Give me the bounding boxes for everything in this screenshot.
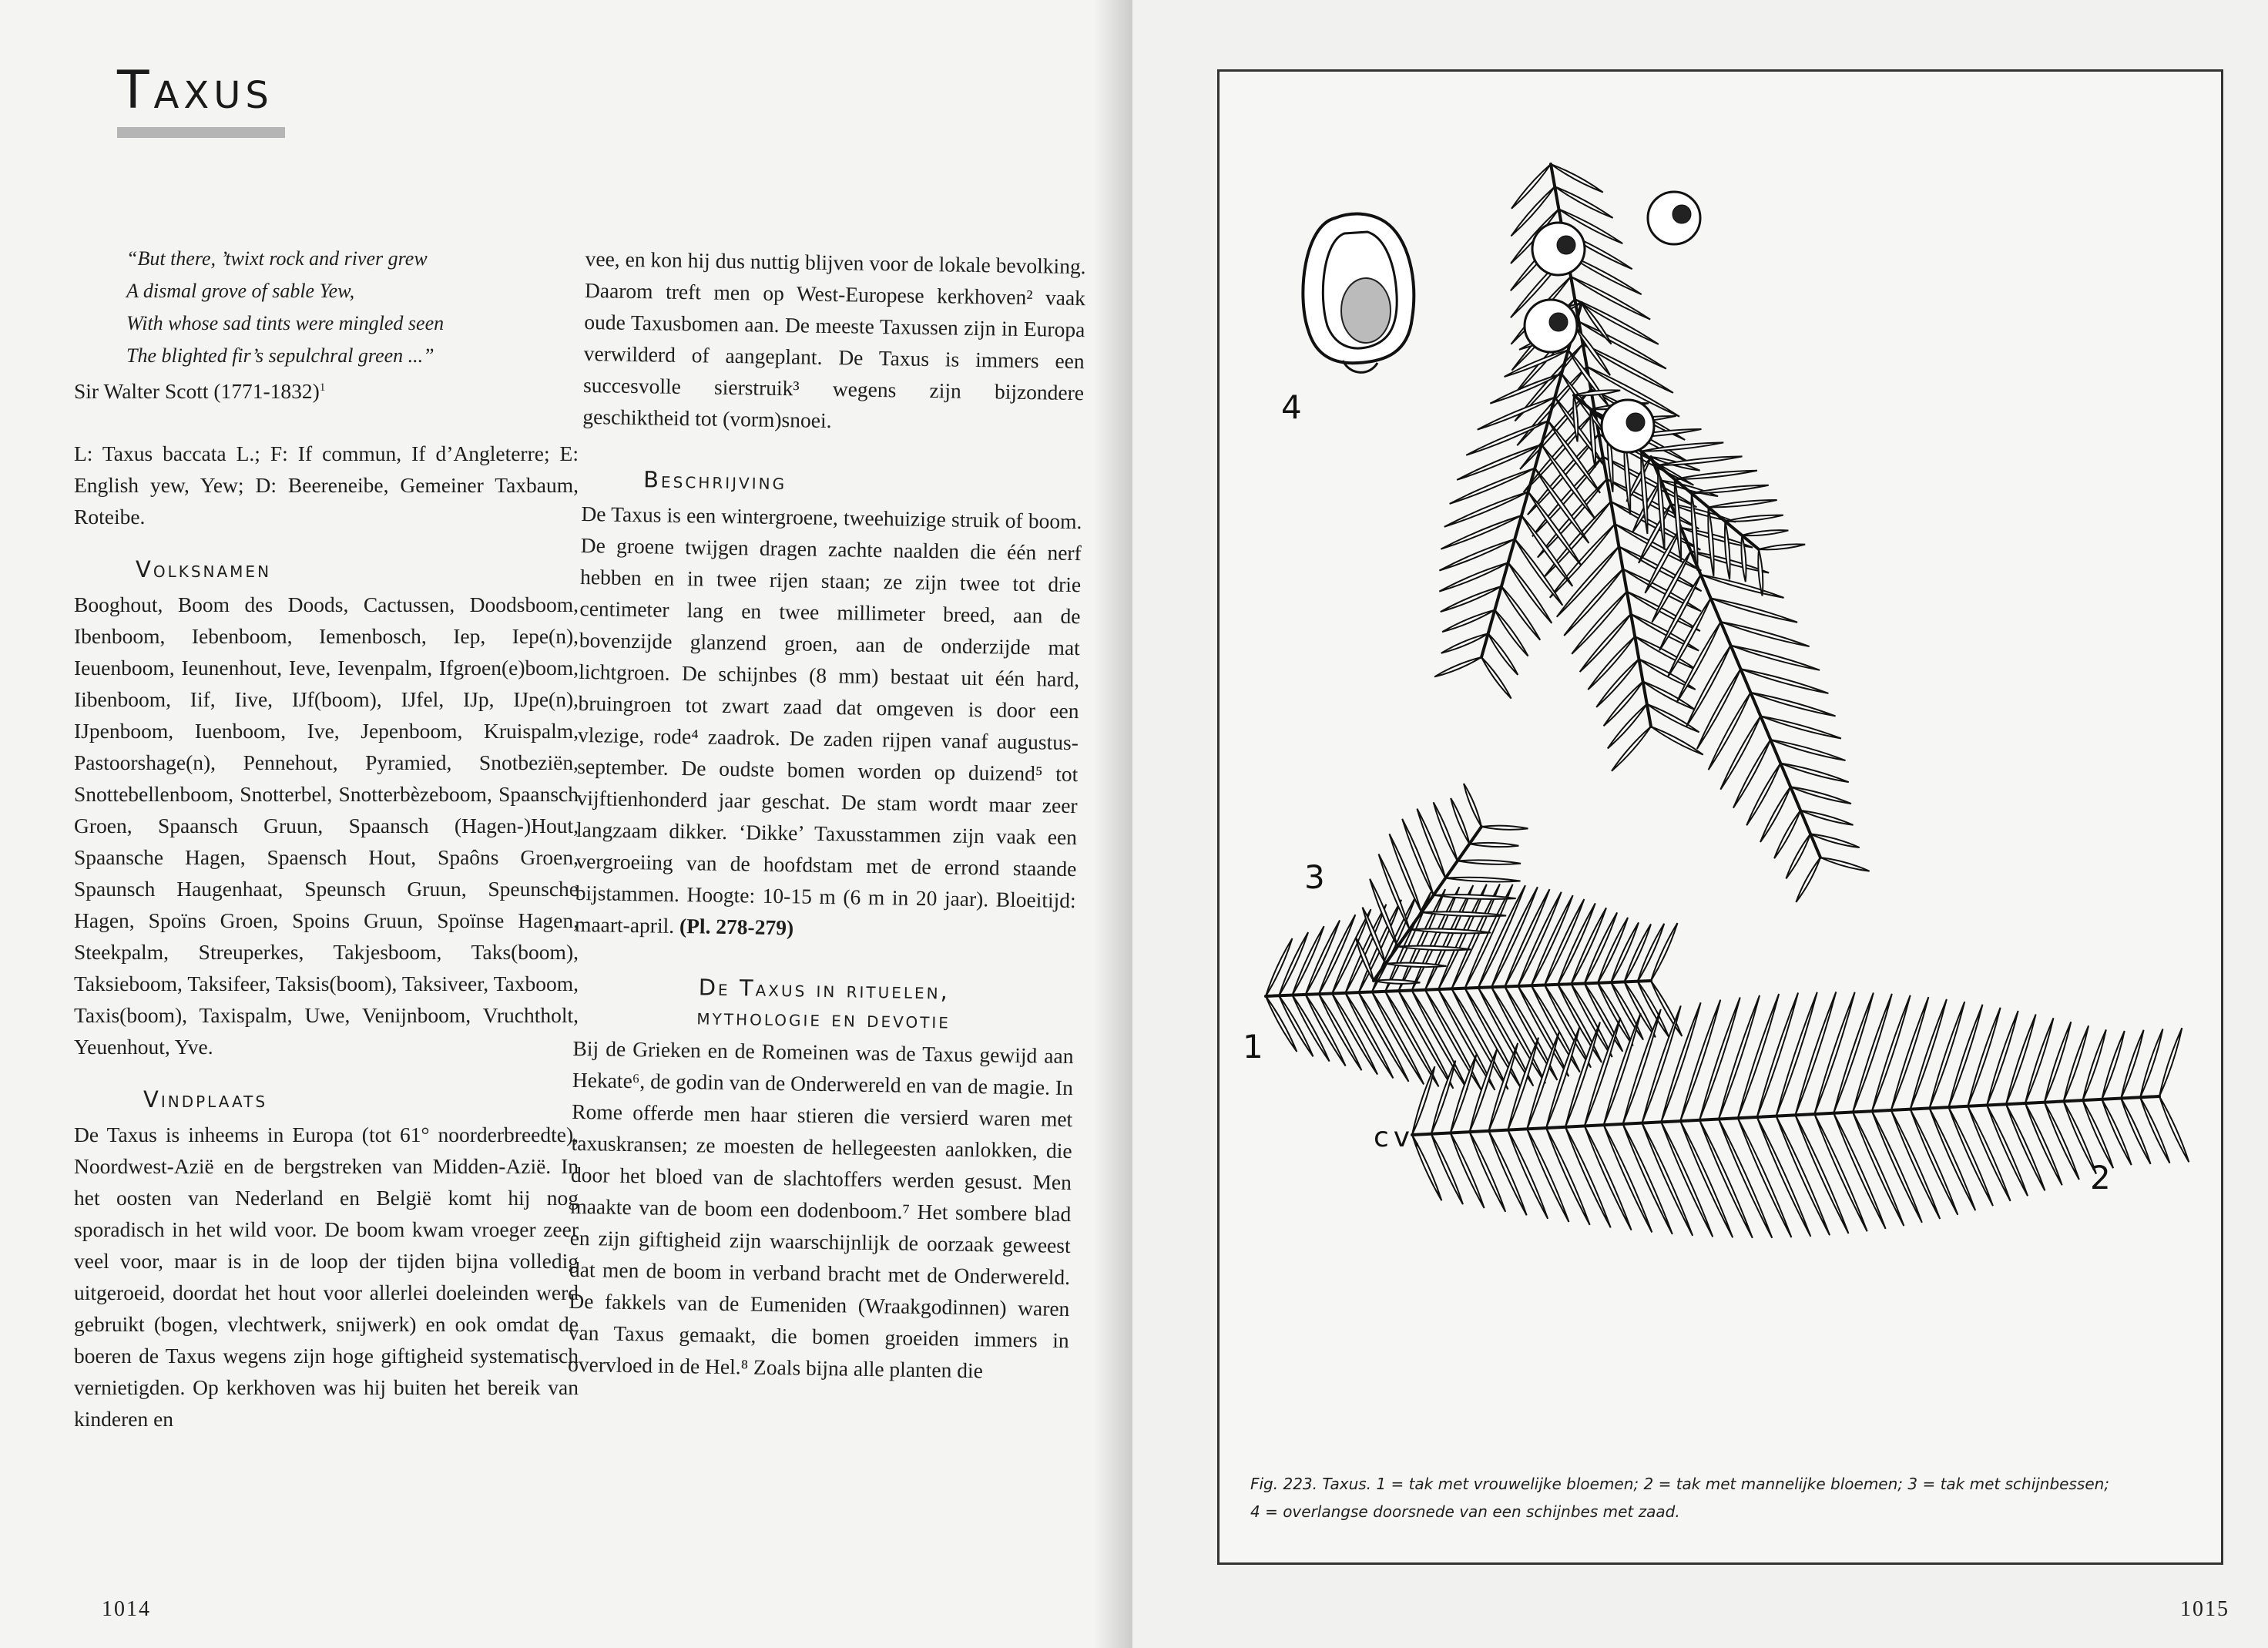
quote-attribution: Sir Walter Scott (1771-1832)$^1$ [74,379,326,404]
figure-label-1: 1 [1243,1028,1263,1066]
quote-line: The blighted fir’s sepulchral green ...” [126,344,434,367]
figure-label-4: 4 [1281,388,1302,426]
page-number-right: 1015 [2180,1597,2229,1621]
intro-continuation: vee, en kon hij dus nuttig blijven voor de lokale bevolking. Daarom treft men op West-Europese kerkhoven² vaak oude Taxusbomen aan. De meeste Taxussen zijn in Europa verwilderd of aangeplant. De Taxus is immers een succesvolle sierstruik³ wegens zijn bijzondere geschiktheid tot (vorm)snoei. [582,246,1086,433]
page-number-left: 1014 [102,1597,151,1621]
vindplaats-text: De Taxus is inheems in Europa (tot 61° noorderbreedte), Noordwest-Azië en de bergstreken van Midden-Azië. In het oosten van Nederland en België komt hij nog sporadisch in het wild voor. De boom kwam vroeger zeer veel voor, maar is in de loop der tijden bijna volledig uitgeroeid, doordat het hout voor allerlei doeleinden werd gebruikt (bogen, vlechtwerk, snijwerk) en ook omdat de boeren de Taxus wegens zijn hoge giftigheid systematisch vernietigden. Op kerkhoven was hij buiten het bereik van kinderen en [74,1123,579,1432]
section-heading-beschrijving: Beschrijving [642,466,787,495]
section-heading-vindplaats: Vindplaats [143,1086,268,1113]
plant-names: L: Taxus baccata L.; F: If commun, If d’Angleterre; E: English yew, Yew; D: Beereneibe, Gemeiner Taxbaum, Roteibe. [74,441,579,529]
left-column [74,243,579,1435]
right-page [1132,0,2268,1648]
figure-caption [1250,1470,2198,1525]
figure-frame [1217,69,2223,1565]
plate-reference: (Pl. 278-279) [679,914,794,940]
volksnamen-text: Booghout, Boom des Doods, Cactussen, Doodsboom, Ibenboom, Iebenboom, Iemenbosch, Iep, Iepe(n), Ieuenboom, Ieunenhout, Ieve, Ievenpalm, Ifgroen(e)boom, Iibenboom, Iif, Iive, IJf(boom), IJfel, IJp, IJpe(n), IJpenboom, Iuenboom, Ive, Jepenboom, Kruispalm, Pastoorshage(n), Pennehout, Pyramied, Snotbeziën, Snottebellenboom, Snotterbel, Snotterbèzeboom, Spaansch Groen, Spaansch Gruun, Spaansch (Hagen-)Hout, Spaansche Hagen, Spaensch Hout, Spaôns Groen, Spaunsch Haugenhaat, Speunsch Gruun, Speunsche Hagen, Spoïns Groen, Spoins Gruun, Spoïnse Hagen, Steekpalm, Streuperkes, Takjesboom, Taks(boom), Taksieboom, Taksifeer, Taksis(boom), Taksiveer, Taxboom, Taxis(boom), Taxispalm, Uwe, Venijnboom, Vruchtholt, Yeuenhout, Yve. [74,592,579,1059]
seed-section-illustration [1303,214,1414,373]
quote-line: A dismal grove of sable Yew, [126,280,355,302]
caption-line: 4 = overlangse doorsnede van een schijnbes met zaad. [1250,1502,1680,1521]
page-title: Taxus [117,60,273,121]
epigraph-quote [126,243,579,372]
rituelen-text: Bij de Grieken en de Romeinen was de Taxus gewijd aan Hekate⁶, de godin van de Onderwereld en van de magie. In Rome offerde men haar stieren die versierd waren met taxuskransen; ze moesten de hellegeesten aanlokken, die door het bloed van de slachtoffers werden gesust. Men maakte van de boom een dodenboom.⁷ Het sombere blad en zijn giftigheid zijn waarschijnlijk de oorzaak geweest dat men de boom in verband bracht met de Onderwereld. De fakkels van de Eumeniden (Wraakgodinnen) waren van Taxus gemaakt, die bomen groeiden immers in overvloed in de Hel.⁸ Zoals bijna alle planten die [567,1035,1074,1383]
taxus-illustration [1220,72,2221,1458]
quote-line: “But there, ’twixt rock and river grew [126,247,428,270]
caption-line: Fig. 223. Taxus. 1 = tak met vrouwelijke bloemen; 2 = tak met mannelijke bloemen; 3 = tak met schijnbessen; [1250,1475,2110,1493]
title-underline [117,127,285,138]
section-heading-rituelen: De Taxus in rituelen, mythologie en devotie [696,974,951,1034]
left-page [0,0,1132,1648]
section-heading-volksnamen: Volksnamen [136,556,272,583]
cultivar-label: cv. [1374,1122,1426,1153]
beschrijving-text: De Taxus is een wintergroene, tweehuizige struik of boom. De groene twijgen dragen zachte naalden die één nerf hebben en in twee rijen staan; ze zijn twee tot drie centimeter lang en twee millimeter breed, aan de bovenzijde glanzend groen, aan de onderzijde mat lichtgroen. De schijnbes (8 mm) bestaat uit één hard, bruingroen tot zwart zaad dat omgeven is door een vlezige, rode⁴ zaadrok. De zaden rijpen vanaf augustus-september. De oudste bomen worden op duizend⁵ tot vijftienhonderd jaar geschat. De stam wordt maar zeer langzaam dikker. ‘Dikke’ Taxusstammen zijn vaak een vergroeiing van de hoofdstam met de errond staande bijstammen. Hoogte: 10-15 m (6 m in 20 jaar). Bloeitijd: maart-april. (Pl. 278-279) [574,501,1082,940]
right-column [568,243,1086,1388]
figure-label-3: 3 [1304,858,1325,896]
figure-label-2: 2 [2090,1159,2111,1197]
quote-line: With whose sad tints were mingled seen [126,312,445,334]
